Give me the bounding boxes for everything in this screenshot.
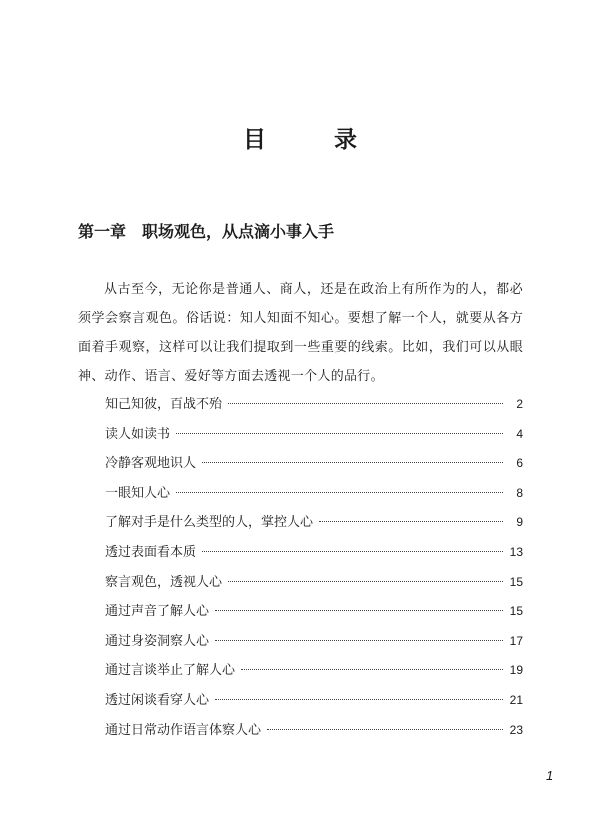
toc-entry[interactable] <box>105 686 523 716</box>
toc-entry-page: 4 <box>516 426 523 441</box>
dot-leader <box>319 521 503 522</box>
toc-entry[interactable] <box>105 538 523 568</box>
toc-entry-page: 19 <box>509 663 523 678</box>
dot-leader <box>267 729 503 730</box>
toc-entry-title: 通过身姿洞察人心 <box>105 633 210 649</box>
toc-entry-title: 了解对手是什么类型的人，掌控人心 <box>105 515 314 531</box>
page-title: 目 录 <box>242 127 387 153</box>
toc-entry[interactable] <box>105 390 523 420</box>
chapter-heading <box>78 220 334 244</box>
toc-entry-title: 通过言谈举止了解人心 <box>105 663 236 679</box>
toc-entry-title: 察言观色，透视人心 <box>105 574 223 590</box>
toc-entry-page: 9 <box>516 515 523 530</box>
dot-leader <box>215 699 503 700</box>
toc-entry-page: 2 <box>516 397 523 411</box>
dot-leader <box>176 492 503 493</box>
toc-entry[interactable] <box>105 479 523 509</box>
dot-leader <box>202 462 503 463</box>
toc-entry[interactable] <box>105 449 523 479</box>
toc-entry-page: 8 <box>516 485 523 500</box>
toc-entry[interactable] <box>105 568 523 598</box>
toc-entry-title: 冷静客观地识人 <box>105 456 197 472</box>
toc-entry[interactable] <box>105 716 523 746</box>
toc-entry[interactable] <box>105 420 523 450</box>
table-of-contents <box>105 390 523 745</box>
toc-entry-page: 13 <box>509 544 523 559</box>
toc-entry-title: 透过闲谈看穿人心 <box>105 692 210 708</box>
dot-leader <box>215 640 503 641</box>
toc-entry[interactable] <box>105 656 523 686</box>
toc-entry-page: 15 <box>509 574 523 589</box>
chapter-title: 职场观色，从点滴小事入手 <box>142 222 335 241</box>
toc-entry[interactable] <box>105 508 523 538</box>
toc-entry-title: 透过表面看本质 <box>105 544 197 560</box>
toc-entry-page: 17 <box>509 633 523 648</box>
dot-leader <box>228 581 503 582</box>
page-number: 1 <box>546 768 554 783</box>
dot-leader <box>241 669 503 670</box>
toc-entry-title: 通过日常动作语言体察人心 <box>105 722 262 738</box>
toc-entry-page: 15 <box>509 604 523 619</box>
dot-leader <box>202 551 503 552</box>
dot-leader <box>215 610 503 611</box>
chapter-number: 第一章 <box>78 222 127 241</box>
toc-entry[interactable] <box>105 597 523 627</box>
toc-entry[interactable] <box>105 627 523 657</box>
toc-entry-title: 读人如读书 <box>105 426 171 442</box>
toc-entry-title: 一眼知人心 <box>105 485 171 501</box>
toc-entry-page: 6 <box>516 456 523 471</box>
toc-entry-title: 通过声音了解人心 <box>105 604 210 620</box>
dot-leader <box>176 433 503 434</box>
toc-entry-title: 知己知彼，百战不殆 <box>105 397 223 412</box>
toc-entry-page: 23 <box>509 722 523 737</box>
chapter-intro: 从古至今，无论你是普通人、商人，还是在政治上有所作为的人，都必须学会察言观色。俗话说：知人知面不知心。要想了解一个人，就要从各方面着手观察，这样可以让我们提取到一些重要的线索。比如，我们可以从眼神、动作、语言、爱好等方面去透视一个人的品行。 <box>78 282 523 384</box>
dot-leader <box>228 403 503 404</box>
toc-entry-page: 21 <box>509 692 523 707</box>
